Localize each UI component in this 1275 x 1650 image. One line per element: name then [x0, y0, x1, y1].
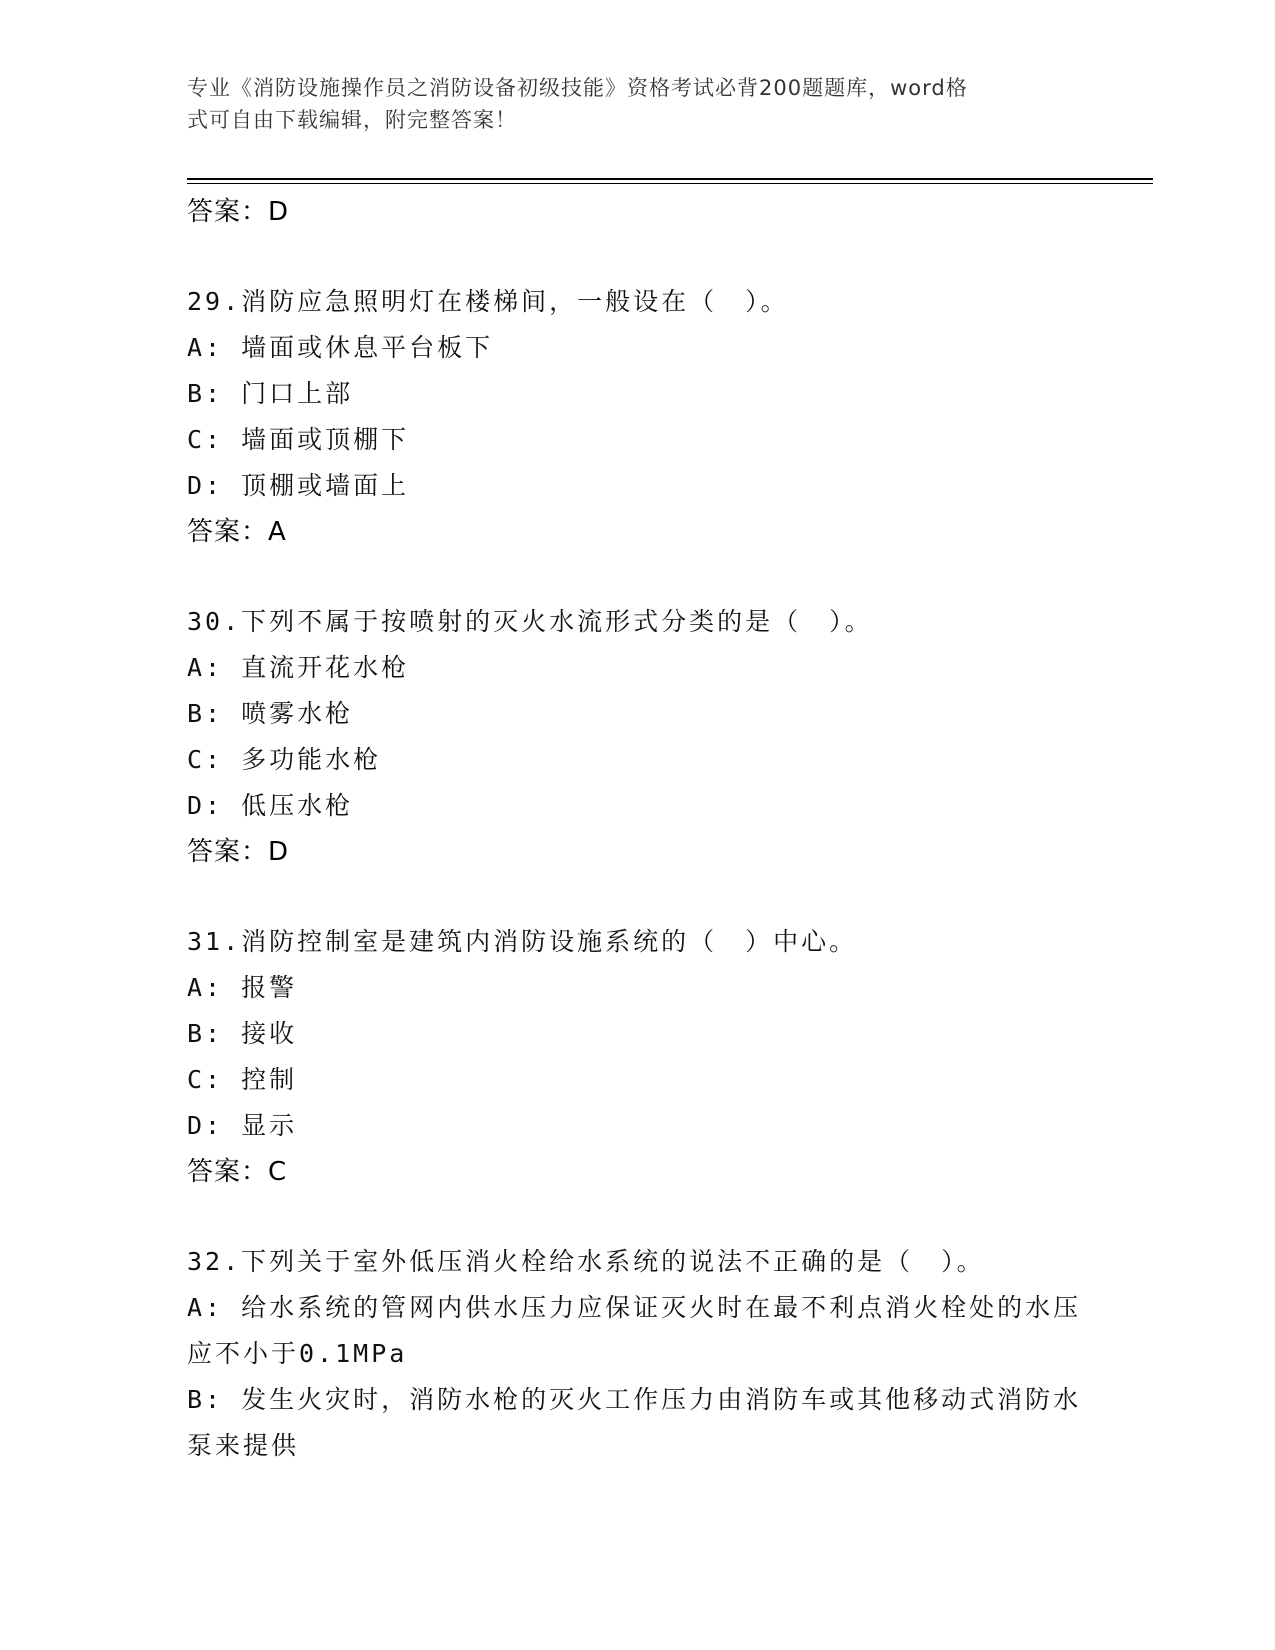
option-b: B: 门口上部	[187, 379, 354, 408]
question-stem: 29.消防应急照明灯在楼梯间，一般设在（ ）。	[187, 287, 789, 316]
option-d: D: 低压水枪	[187, 791, 354, 820]
question-stem: 31.消防控制室是建筑内消防设施系统的（ ）中心。	[187, 927, 858, 956]
option-c: C: 多功能水枪	[187, 745, 382, 774]
option-a: A: 报警	[187, 973, 298, 1002]
question-stem: 32.下列关于室外低压消火栓给水系统的说法不正确的是（ ）。	[187, 1247, 985, 1276]
header-line-1: 专业《消防设施操作员之消防设备初级技能》资格考试必背200题题库，word格	[187, 76, 968, 100]
option-c: C: 控制	[187, 1065, 298, 1094]
answer-line: 答案：D	[187, 837, 290, 867]
question-list	[187, 189, 1087, 1469]
question-30	[187, 599, 1087, 875]
answer-line: 答案：C	[187, 1157, 288, 1187]
option-a: A: 墙面或休息平台板下	[187, 333, 494, 362]
option-b: B: 发生火灾时，消防水枪的灭火工作压力由消防车或其他移动式消防水泵来提供	[187, 1385, 1082, 1460]
answer-line: 答案：D	[187, 197, 290, 227]
header-rule-thin	[187, 183, 1153, 184]
answer-line: 答案：A	[187, 517, 287, 547]
question-stem: 30.下列不属于按喷射的灭火水流形式分类的是（ ）。	[187, 607, 873, 636]
option-a: A: 给水系统的管网内供水压力应保证灭火时在最不利点消火栓处的水压应不小于0.1MPa	[187, 1293, 1082, 1368]
header-rule-thick	[187, 178, 1153, 180]
option-a: A: 直流开花水枪	[187, 653, 410, 682]
question-29	[187, 279, 1087, 555]
header-line-2: 式可自由下载编辑，附完整答案！	[187, 108, 517, 132]
option-c: C: 墙面或顶棚下	[187, 425, 410, 454]
option-b: B: 喷雾水枪	[187, 699, 354, 728]
option-b: B: 接收	[187, 1019, 298, 1048]
option-d: D: 显示	[187, 1111, 298, 1140]
page-header	[187, 72, 1067, 136]
question-32	[187, 1239, 1087, 1469]
question-31	[187, 919, 1087, 1195]
option-d: D: 顶棚或墙面上	[187, 471, 410, 500]
